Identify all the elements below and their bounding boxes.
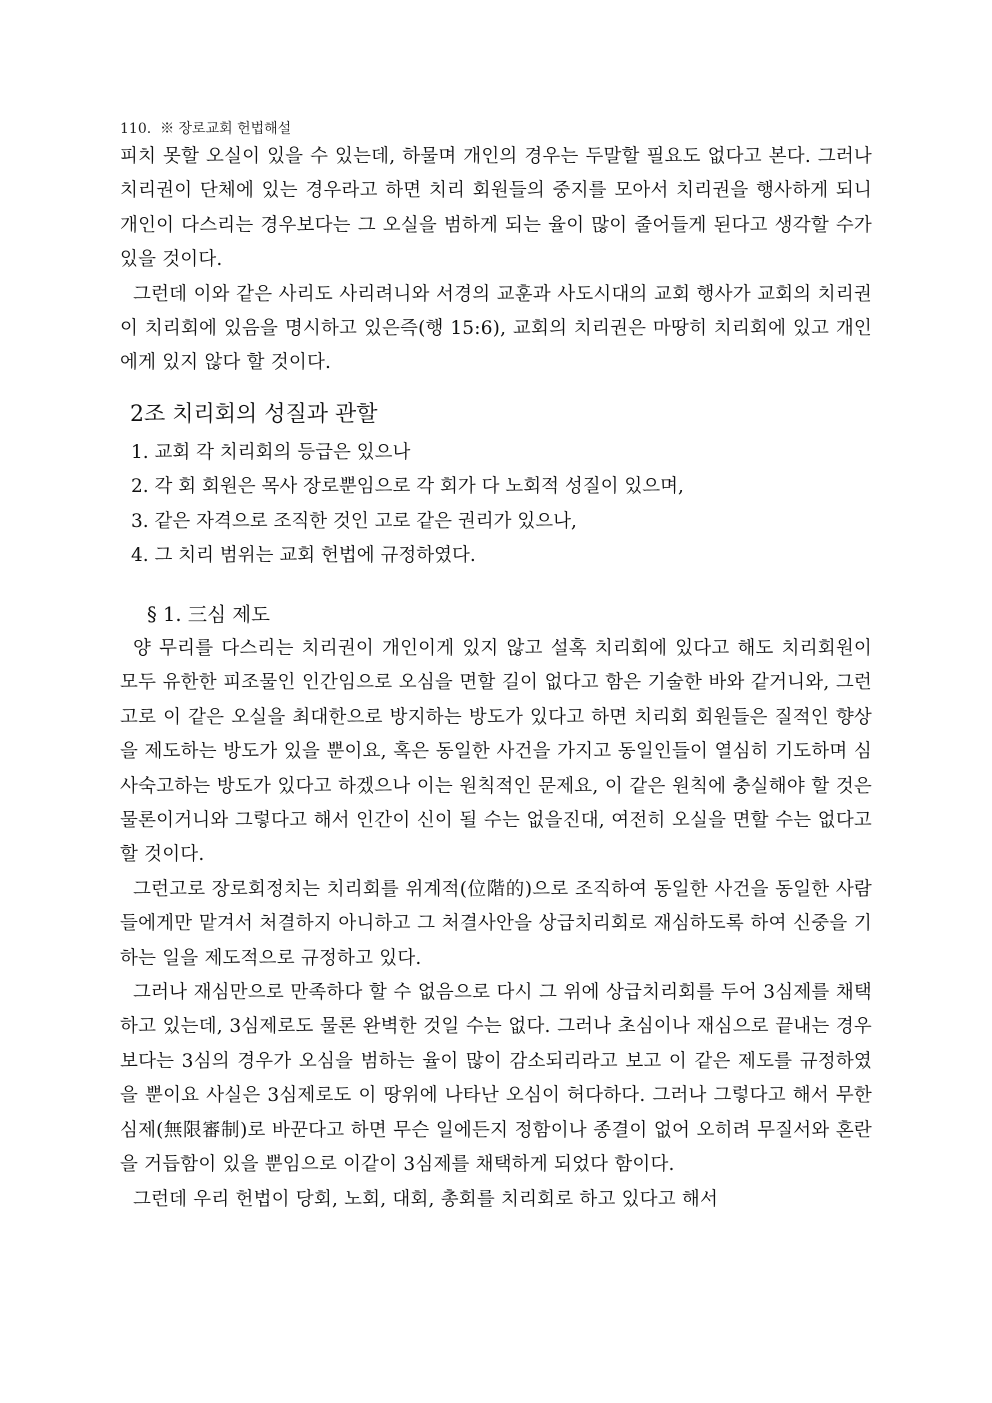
- intro-text-block: [120, 140, 872, 381]
- running-header: [120, 120, 291, 138]
- page-number: 110.: [120, 121, 152, 137]
- list-item: 4. 그 치리 범위는 교회 헌법에 규정하였다.: [131, 545, 476, 567]
- article-heading: 2조 치리회의 성질과 관할: [130, 402, 378, 427]
- running-title: ※ 장로교회 헌법해설: [160, 121, 292, 137]
- paragraph: 피치 못할 오실이 있을 수 있는데, 하물며 개인의 경우는 두말할 필요도 없다고 본다. 그러나 치리권이 단체에 있는 경우라고 하면 치리 회원들의 중지를 모아서 치리권을 행사하게 되니 개인이 다스리는 경우보다는 그 오실을 범하게 되는 율이 많이 줄어들게 된다고 생각할 수가 있을 것이다.: [120, 146, 872, 271]
- paragraph: 양 무리를 다스리는 치리권이 개인이게 있지 않고 설혹 치리회에 있다고 해도 치리회원이 모두 유한한 피조물인 인간임으로 오심을 면할 길이 없다고 함은 기술한 바와 같거니와, 그런고로 이 같은 오실을 최대한으로 방지하는 방도가 있다고 하면 치리회 회원들은 질적인 향상을 제도하는 방도가 있을 뿐이요, 혹은 동일한 사건을 가지고 동일인들이 열심히 기도하며 심사숙고하는 방도가 있다고 하겠으나 이는 원칙적인 문제요, 이 같은 원칙에 충실해야 할 것은 물론이거니와 그렇다고 해서 인간이 신이 될 수는 없을진대, 여전히 오실을 면할 수는 없다고 할 것이다.: [120, 638, 872, 866]
- section-text-block: [120, 632, 872, 1217]
- list-item: 1. 교회 각 치리회의 등급은 있으나: [131, 442, 411, 463]
- paragraph: 그런데 이와 같은 사리도 사리려니와 서경의 교훈과 사도시대의 교회 행사가 교회의 치리권이 치리회에 있음을 명시하고 있은즉(행 15:6), 교회의 치리권은 마땅히 치리회에 있고 개인에게 있지 않다 할 것이다.: [120, 283, 872, 374]
- list-item: 2. 각 회 회원은 목사 장로뿐임으로 각 회가 다 노회적 성질이 있으며,: [131, 476, 684, 498]
- article-item-list: [131, 436, 871, 574]
- list-item: 3. 같은 자격으로 조직한 것인 고로 같은 권리가 있으나,: [131, 510, 577, 532]
- paragraph: 그런고로 장로회정치는 치리회를 위계적(位階的)으로 조직하여 동일한 사건을 동일한 사람들에게만 맡겨서 처결하지 아니하고 그 처결사안을 상급치리회로 재심하도록 하여 신중을 기하는 일을 제도적으로 규정하고 있다.: [120, 878, 872, 969]
- section-heading: § 1. 三심 제도: [147, 603, 270, 626]
- paragraph: 그런데 우리 헌법이 당회, 노회, 대회, 총회를 치리회로 하고 있다고 해서: [133, 1188, 719, 1210]
- paragraph: 그러나 재심만으로 만족하다 할 수 없음으로 다시 그 위에 상급치리회를 두어 3심제를 채택하고 있는데, 3심제로도 물론 완벽한 것일 수는 없다. 그러나 초심이나 재심으로 끝내는 경우보다는 3심의 경우가 오심을 범하는 율이 많이 감소되리라고 보고 이 같은 제도를 규정하였을 뿐이요 사실은 3심제로도 이 땅위에 나타난 오심이 허다하다. 그러나 그렇다고 해서 무한심제(無限審制)로 바꾼다고 하면 무슨 일에든지 정함이나 종결이 없어 오히려 무질서와 혼란을 거듭함이 있을 뿐임으로 이같이 3심제를 채택하게 되었다 함이다.: [120, 982, 872, 1176]
